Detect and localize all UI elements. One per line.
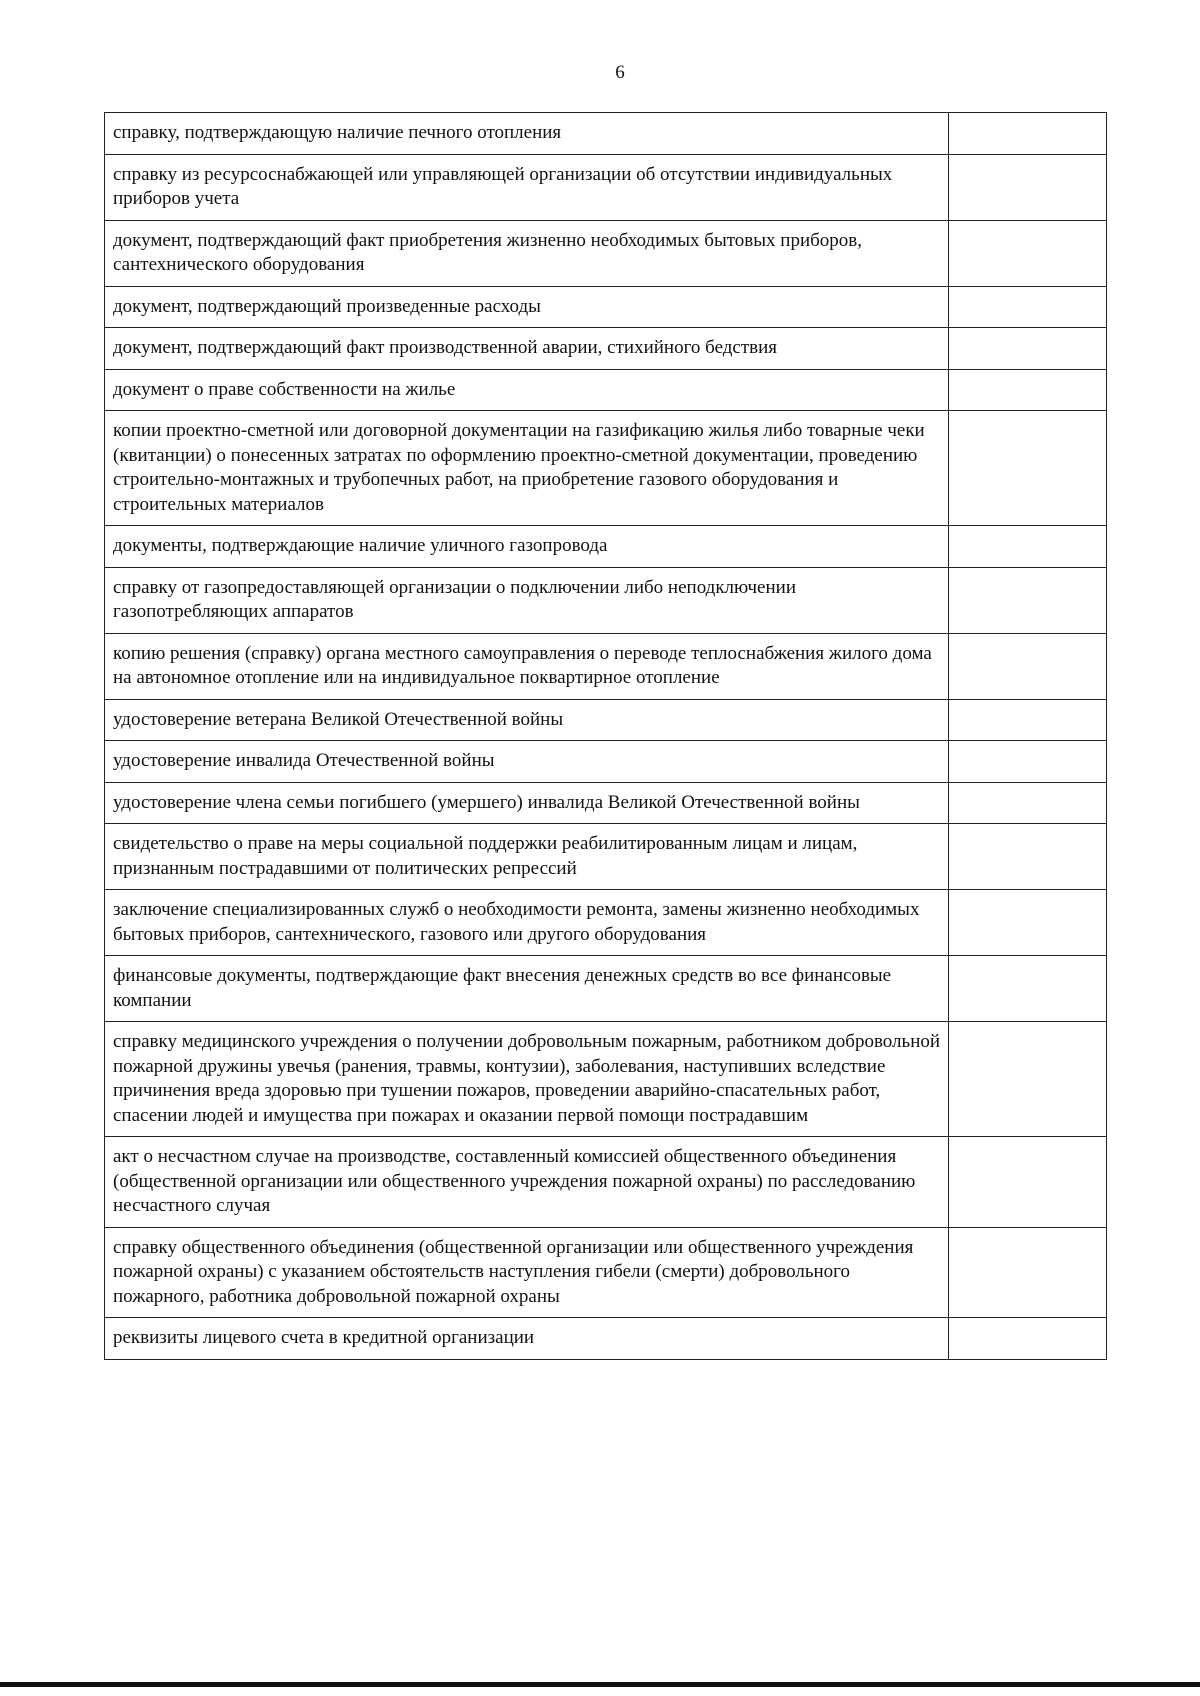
document-name: заключение специализированных служб о необходимости ремонта, замены жизненно необходимых бытовых приборов, сантехнического, газового или другого оборудования: [105, 890, 949, 956]
document-name: документ, подтверждающий произведенные расходы: [105, 286, 949, 328]
document-name: копии проектно-сметной или договорной документации на газификацию жилья либо товарные чеки (квитанции) о понесенных затратах по оформлению проектно-сметной документации, проведению строительно-монтажных и трубопечных работ, на приобретение газового оборудования и строительных материалов: [105, 411, 949, 526]
document-name: удостоверение члена семьи погибшего (умершего) инвалида Великой Отечественной войны: [105, 782, 949, 824]
table-row: [105, 741, 1107, 783]
table-row: [105, 328, 1107, 370]
mark-cell: [949, 782, 1107, 824]
document-name: справку, подтверждающую наличие печного отопления: [105, 113, 949, 155]
page-number: 6: [615, 62, 625, 83]
document-name: справку из ресурсоснабжающей или управляющей организации об отсутствии индивидуальных приборов учета: [105, 154, 949, 220]
mark-cell: [949, 633, 1107, 699]
table-row: [105, 633, 1107, 699]
document-name: документ, подтверждающий факт производственной аварии, стихийного бедствия: [105, 328, 949, 370]
mark-cell: [949, 369, 1107, 411]
document-name: удостоверение инвалида Отечественной войны: [105, 741, 949, 783]
document-name: акт о несчастном случае на производстве, составленный комиссией общественного объединения (общественной организации или общественного учреждения пожарной охраны) по расследованию несчастного случая: [105, 1137, 949, 1228]
mark-cell: [949, 956, 1107, 1022]
document-name: справку медицинского учреждения о получении добровольным пожарным, работником добровольной пожарной дружины увечья (ранения, травмы, контузии), заболевания, наступивших вследствие причинения вреда здоровью при тушении пожаров, проведении аварийно-спасательных работ, спасении людей и имущества при пожарах и оказании первой помощи пострадавшим: [105, 1022, 949, 1137]
table-row: [105, 782, 1107, 824]
mark-cell: [949, 1318, 1107, 1360]
mark-cell: [949, 890, 1107, 956]
document-name: справку общественного объединения (общественной организации или общественного учреждения пожарной охраны) с указанием обстоятельств наступления гибели (смерти) добровольного пожарного, работника добровольной пожарной охраны: [105, 1227, 949, 1318]
mark-cell: [949, 154, 1107, 220]
table-row: [105, 154, 1107, 220]
table-row: [105, 890, 1107, 956]
mark-cell: [949, 113, 1107, 155]
mark-cell: [949, 1022, 1107, 1137]
document-name: реквизиты лицевого счета в кредитной организации: [105, 1318, 949, 1360]
document-name: документ, подтверждающий факт приобретения жизненно необходимых бытовых приборов, сантехнического оборудования: [105, 220, 949, 286]
table-row: [105, 1022, 1107, 1137]
mark-cell: [949, 220, 1107, 286]
mark-cell: [949, 526, 1107, 568]
table-row: [105, 1318, 1107, 1360]
documents-table: [104, 112, 1107, 1360]
document-name: справку от газопредоставляющей организации о подключении либо неподключении газопотребляющих аппаратов: [105, 567, 949, 633]
mark-cell: [949, 824, 1107, 890]
table-row: [105, 956, 1107, 1022]
table-row: [105, 824, 1107, 890]
mark-cell: [949, 567, 1107, 633]
table-row: [105, 286, 1107, 328]
document-name: удостоверение ветерана Великой Отечественной войны: [105, 699, 949, 741]
mark-cell: [949, 286, 1107, 328]
table-row: [105, 526, 1107, 568]
mark-cell: [949, 411, 1107, 526]
document-name: копию решения (справку) органа местного самоуправления о переводе теплоснабжения жилого дома на автономное отопление или на индивидуальное поквартирное отопление: [105, 633, 949, 699]
mark-cell: [949, 699, 1107, 741]
table-row: [105, 567, 1107, 633]
table-row: [105, 369, 1107, 411]
mark-cell: [949, 1227, 1107, 1318]
table-row: [105, 1227, 1107, 1318]
document-name: документы, подтверждающие наличие уличного газопровода: [105, 526, 949, 568]
table-row: [105, 113, 1107, 155]
table-row: [105, 699, 1107, 741]
table-row: [105, 220, 1107, 286]
mark-cell: [949, 328, 1107, 370]
document-name: свидетельство о праве на меры социальной поддержки реабилитированным лицам и лицам, признанным пострадавшими от политических репрессий: [105, 824, 949, 890]
bottom-scan-border: [0, 1682, 1200, 1687]
mark-cell: [949, 741, 1107, 783]
mark-cell: [949, 1137, 1107, 1228]
document-name: документ о праве собственности на жилье: [105, 369, 949, 411]
document-name: финансовые документы, подтверждающие факт внесения денежных средств во все финансовые компании: [105, 956, 949, 1022]
table-row: [105, 1137, 1107, 1228]
table-row: [105, 411, 1107, 526]
